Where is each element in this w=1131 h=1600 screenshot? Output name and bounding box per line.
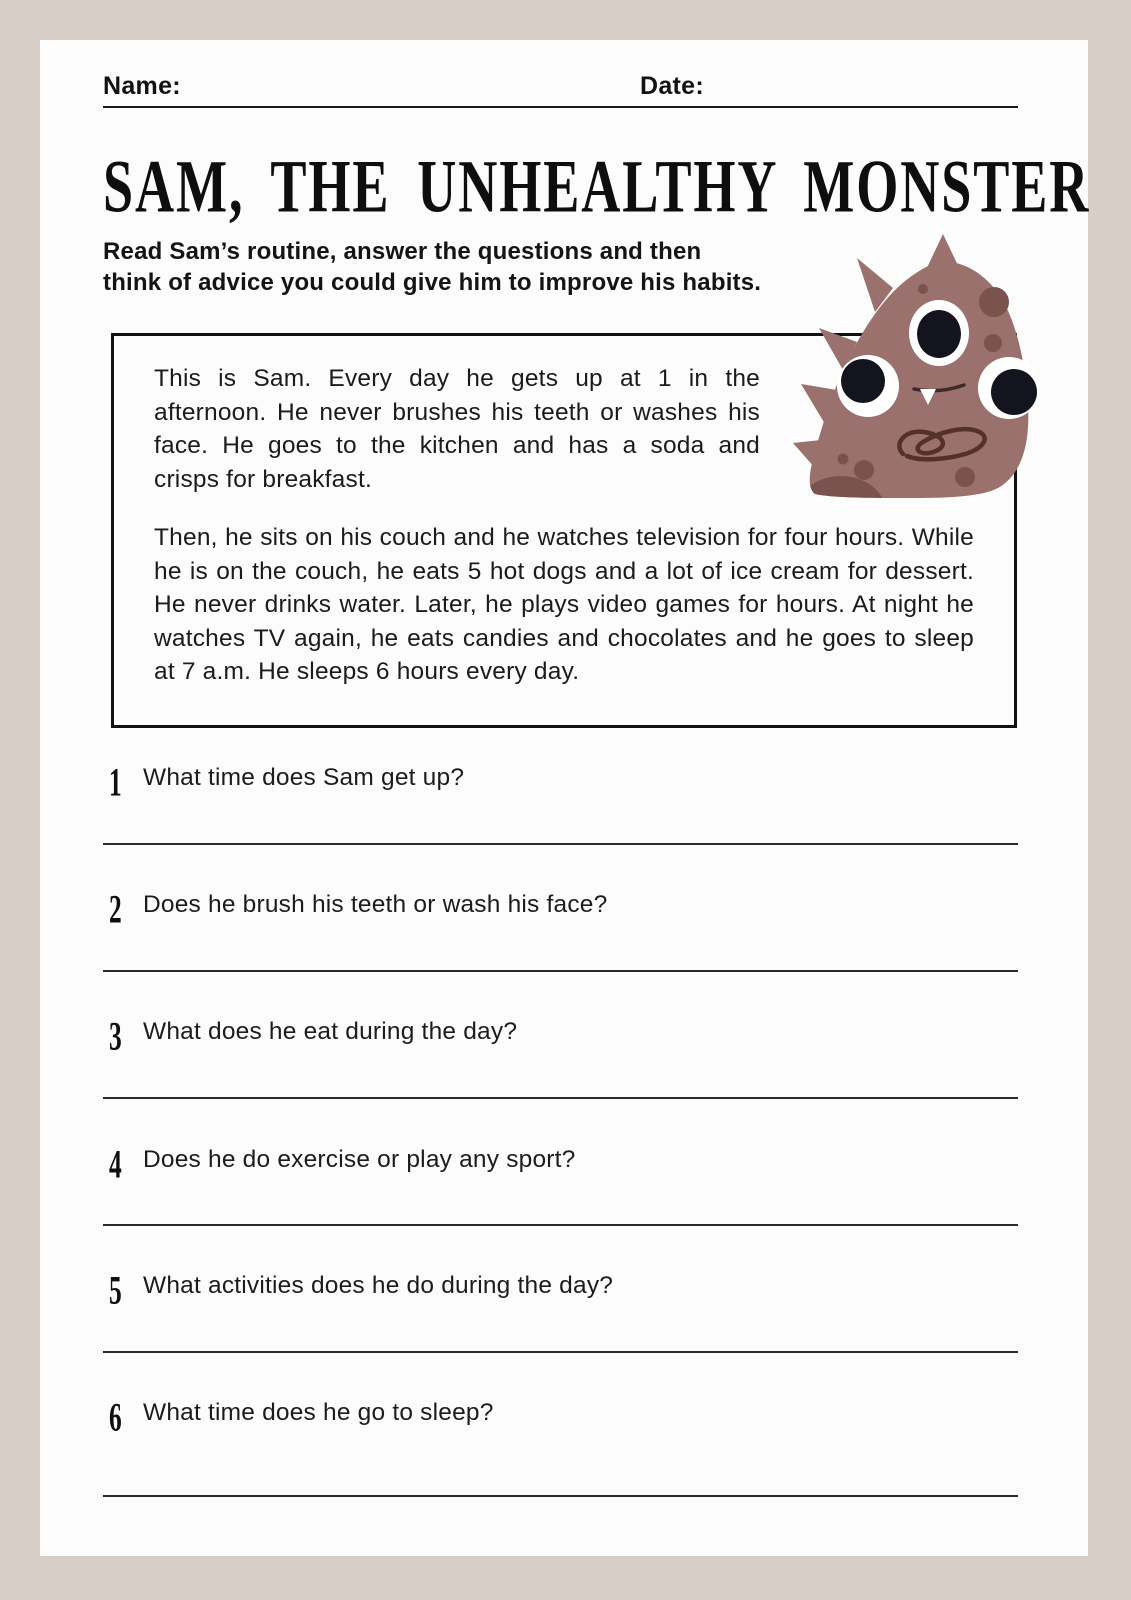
question-4-text: Does he do exercise or play any sport? (143, 1146, 576, 1173)
question-3-number: 3 (109, 1013, 122, 1059)
question-6-number: 6 (109, 1394, 122, 1440)
question-5-number: 5 (109, 1267, 122, 1313)
answer-line-2[interactable] (103, 970, 1018, 972)
answer-line-1[interactable] (103, 843, 1018, 845)
answer-line-5[interactable] (103, 1351, 1018, 1353)
instructions-line-1: Read Sam’s routine, answer the questions and then (103, 238, 702, 265)
header-row (103, 72, 1018, 106)
question-1-text: What time does Sam get up? (143, 764, 465, 791)
question-1 (103, 759, 1018, 808)
instructions (103, 236, 823, 298)
page-title: SAM, THE UNHEALTHY MONSTER (103, 145, 1091, 229)
answer-line-3[interactable] (103, 1097, 1018, 1099)
question-4-number: 4 (109, 1141, 122, 1187)
question-2-text: Does he brush his teeth or wash his face? (143, 891, 608, 918)
question-5-text: What activities does he do during the day? (143, 1272, 614, 1299)
monster-illustration (793, 226, 1041, 505)
passage-paragraph-1: This is Sam. Every day he gets up at 1 in the afternoon. He never brushes his teeth or washes his face. He goes to the kitchen and has a soda and crisps for breakfast. (154, 365, 760, 493)
question-2-number: 2 (109, 886, 122, 932)
question-6 (103, 1394, 1018, 1443)
passage-paragraph-2: Then, he sits on his couch and he watches television for four hours. While he is on the couch, he eats 5 hot dogs and a lot of ice cream for dessert. He never drinks water. Later, he plays video games for hours. At night he watches TV again, he eats candies and chocolates and he goes to sleep at 7 a.m. He sleeps 6 hours every day. (154, 524, 974, 685)
name-date-blank-line[interactable] (103, 106, 1018, 108)
instructions-line-2: think of advice you could give him to improve his habits. (103, 269, 762, 296)
question-3 (103, 1013, 1018, 1062)
date-label: Date: (640, 72, 705, 100)
question-2 (103, 886, 1018, 935)
question-1-number: 1 (109, 759, 122, 805)
question-3-text: What does he eat during the day? (143, 1018, 518, 1045)
question-6-text: What time does he go to sleep? (143, 1399, 494, 1426)
answer-line-4[interactable] (103, 1224, 1018, 1226)
worksheet-page (40, 40, 1091, 1556)
question-4 (103, 1141, 1018, 1190)
name-label: Name: (103, 72, 181, 100)
question-5 (103, 1267, 1018, 1316)
answer-line-6[interactable] (103, 1495, 1018, 1497)
